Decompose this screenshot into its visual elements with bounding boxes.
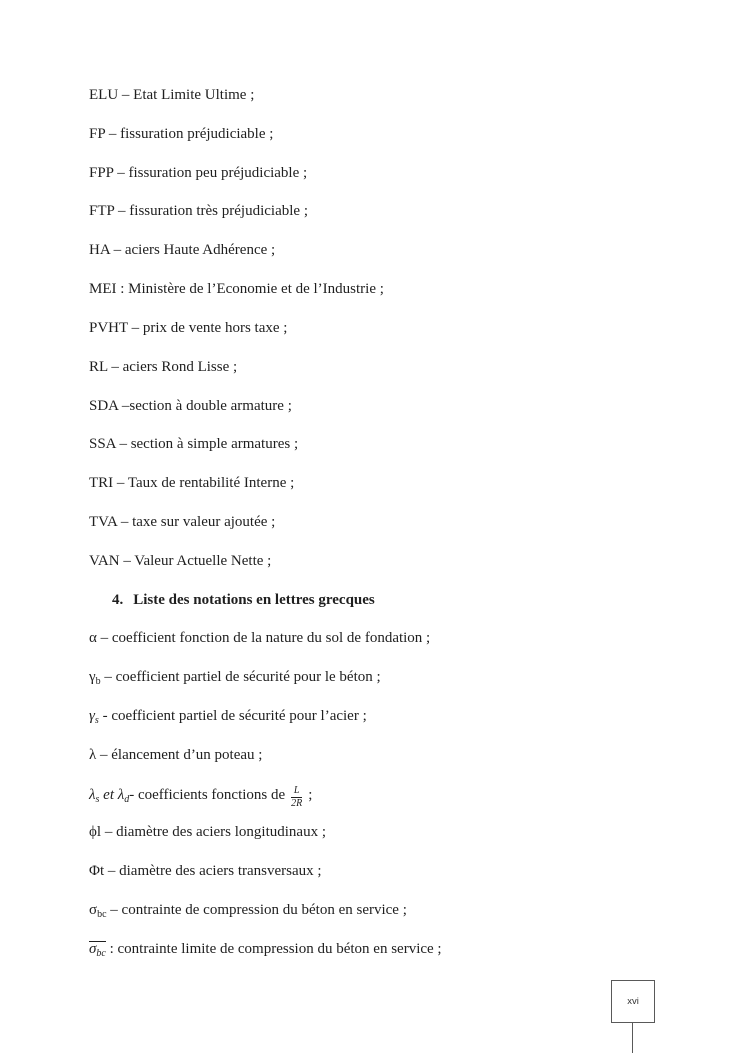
heading-label: Liste des notations en lettres grecques (133, 591, 375, 608)
section-heading (89, 592, 699, 631)
notation-item: FTP – fissuration très préjudiciable ; (89, 203, 308, 220)
notation-item: $\lambda_s$ et $\lambda_d-$ coefficients fonctions de $\frac{L}{2R}$ ; (89, 784, 313, 809)
page-number: xvi (627, 996, 639, 1007)
notation-item: PVHT – prix de vente hors taxe ; (89, 319, 288, 336)
notation-item: $\sigma_{bc}$ – contrainte de compression du béton en service ; (89, 902, 407, 921)
notation-item: FPP – fissuration peu préjudiciable ; (89, 164, 308, 181)
notation-list (89, 87, 699, 980)
notation-item: TRI – Taux de rentabilité Interne ; (89, 475, 295, 492)
page-number-box (611, 980, 655, 1023)
notation-item: α – coefficient fonction de la nature du sol de fondation ; (89, 630, 431, 647)
notation-item: $\gamma_b$ – coefficient partiel de sécurité pour le béton ; (89, 669, 381, 688)
notation-item: ϕl – diamètre des aciers longitudinaux ; (89, 824, 326, 841)
heading-number: 4. (112, 591, 124, 608)
notation-item: $\gamma_s$ - coefficient partiel de sécurité pour l’acier ; (89, 708, 367, 726)
notation-item: VAN – Valeur Actuelle Nette ; (89, 552, 272, 569)
notation-item: TVA – taxe sur valeur ajoutée ; (89, 513, 276, 530)
notation-item: SDA –section à double armature ; (89, 397, 292, 414)
notation-item: ELU – Etat Limite Ultime ; (89, 87, 255, 103)
notation-item: Φt – diamètre des aciers transversaux ; (89, 863, 322, 880)
overlined-symbol: $\sigma_{bc}$ (89, 940, 106, 959)
footer-line (632, 1023, 633, 1053)
notation-item: FP – fissuration préjudiciable ; (89, 125, 274, 142)
notation-item: MEI : Ministère de l’Economie et de l’Industrie ; (89, 281, 384, 298)
notation-item: SSA – section à simple armatures ; (89, 436, 299, 453)
notation-item: RL – aciers Rond Lisse ; (89, 358, 238, 375)
notation-item: $\sigma_{bc}$ : contrainte limite de compression du béton en service ; (89, 940, 442, 959)
notation-item: λ – élancement d’un poteau ; (89, 746, 263, 763)
fraction: $\frac{L}{2R}$ (291, 784, 303, 809)
notation-item: HA – aciers Haute Adhérence ; (89, 242, 276, 259)
